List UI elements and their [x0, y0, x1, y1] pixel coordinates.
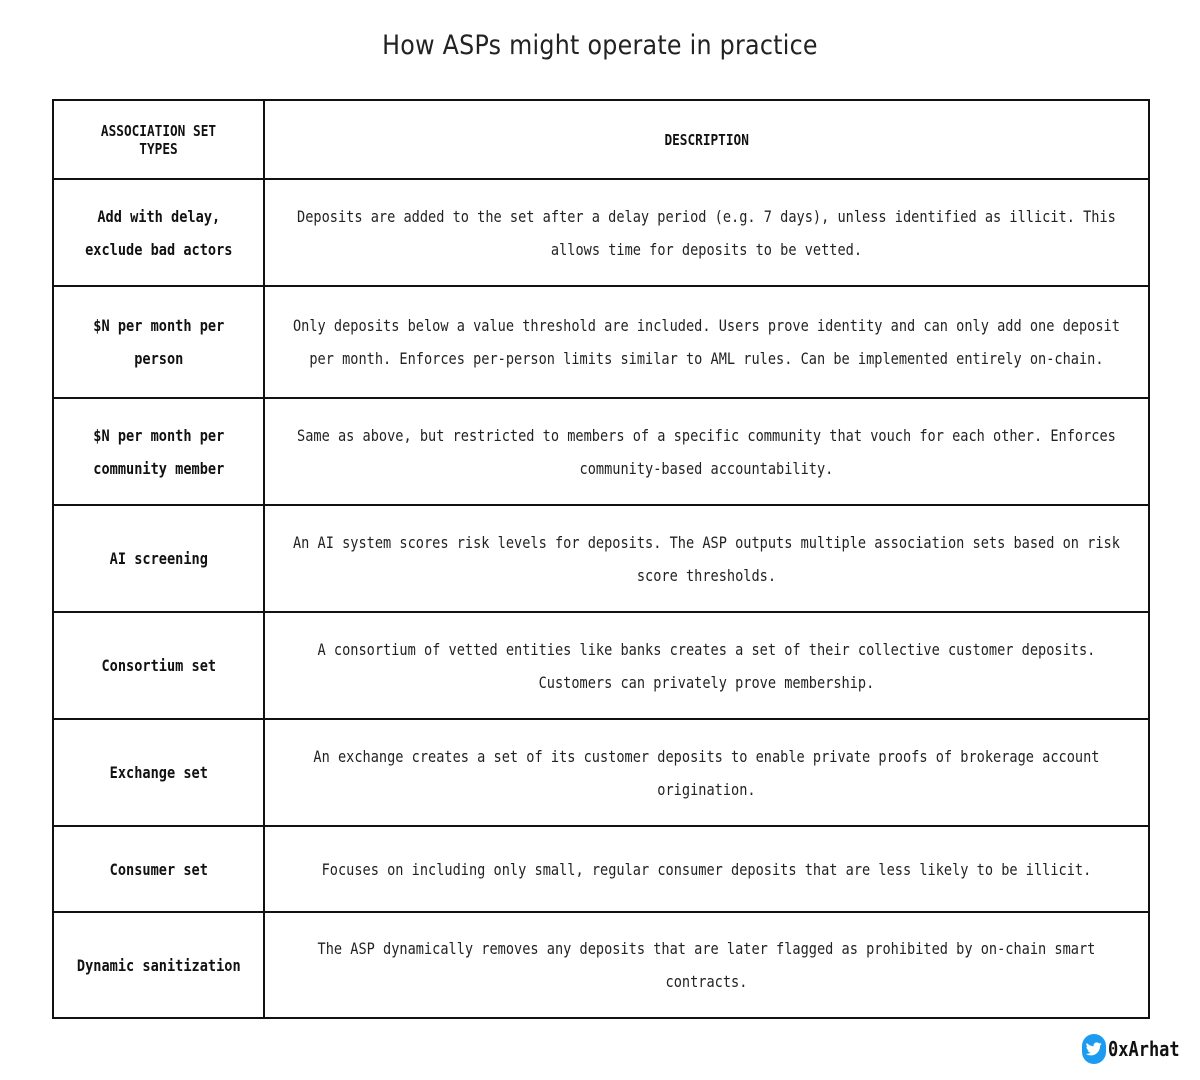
- table-row: [53, 612, 1149, 719]
- table-row: [53, 398, 1149, 505]
- column-header-type: ASSOCIATION SET TYPES: [53, 100, 264, 179]
- description-cell: A consortium of vetted entities like banks creates a set of their collective customer deposits. Customers can privately prove membership.: [264, 612, 1149, 719]
- table-row: [53, 179, 1149, 286]
- description-cell: Only deposits below a value threshold are included. Users prove identity and can only add one deposit per month. Enforces per-person limits similar to AML rules. Can be implemented entirely on-chain.: [264, 286, 1149, 398]
- set-type-cell: Consumer set: [53, 826, 264, 912]
- table-row: [53, 826, 1149, 912]
- table-row: [53, 286, 1149, 398]
- set-type-cell: $N per month per community member: [53, 398, 264, 505]
- table-row: [53, 912, 1149, 1018]
- description-cell: Deposits are added to the set after a delay period (e.g. 7 days), unless identified as illicit. This allows time for deposits to be vetted.: [264, 179, 1149, 286]
- table-row: [53, 505, 1149, 612]
- table-header-row: [53, 100, 1149, 179]
- author-watermark: [1082, 1034, 1192, 1064]
- association-set-table: [52, 99, 1150, 1019]
- set-type-cell: Add with delay, exclude bad actors: [53, 179, 264, 286]
- set-type-cell: $N per month per person: [53, 286, 264, 398]
- twitter-bird-icon: [1082, 1034, 1106, 1064]
- set-type-cell: AI screening: [53, 505, 264, 612]
- description-cell: Same as above, but restricted to members of a specific community that vouch for each other. Enforces community-based accountability.: [264, 398, 1149, 505]
- description-cell: Focuses on including only small, regular consumer deposits that are less likely to be illicit.: [264, 826, 1149, 912]
- set-type-cell: Consortium set: [53, 612, 264, 719]
- description-cell: The ASP dynamically removes any deposits that are later flagged as prohibited by on-chain smart contracts.: [264, 912, 1149, 1018]
- author-handle: 0xArhat: [1108, 1037, 1180, 1061]
- table-row: [53, 719, 1149, 826]
- description-cell: An exchange creates a set of its customer deposits to enable private proofs of brokerage account origination.: [264, 719, 1149, 826]
- page-title: How ASPs might operate in practice: [382, 30, 818, 61]
- column-header-description: DESCRIPTION: [264, 100, 1149, 179]
- set-type-cell: Exchange set: [53, 719, 264, 826]
- set-type-cell: Dynamic sanitization: [53, 912, 264, 1018]
- description-cell: An AI system scores risk levels for deposits. The ASP outputs multiple association sets based on risk score thresholds.: [264, 505, 1149, 612]
